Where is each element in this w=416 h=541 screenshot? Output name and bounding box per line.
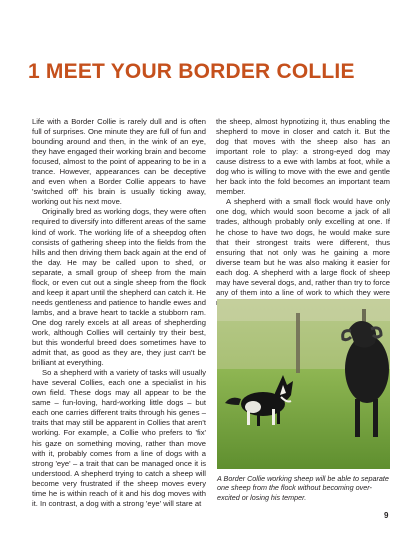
page-number: 9: [384, 511, 389, 520]
photo-illustration: [217, 299, 390, 469]
paragraph: Originally bred as working dogs, they were often required to diversify into different areas of the same kind of work. The working life of a sheepdog often consists of gathering sheep into the fields from the hills and then driving them back again at the end of the day. He may be called upon to shed, or separate, a small group of sheep from the main flock, or even cut out a single sheep from the flock and keep it apart until the shepherd can catch it. He needs gentleness and patience to handle ewes and lambs, and a brave heart to tackle a stubborn ram. One dog rarely excels at all areas of shepherding work, although Collies will certainly try their best, but this wonderful breed does sometimes have to admit that, as good as they are, they just can't be brilliant at everything.: [32, 207, 206, 368]
chapter-title: 1 MEET YOUR BORDER COLLIE: [28, 60, 355, 83]
paragraph: A shepherd with a small flock would have only one dog, which would soon become a jack of all trades, although probably only excelling at one. If he chose to have two dogs, he would make sure that their strongest traits were different, thus ensuring that not only was he gaining a more diverse team but he was also making it easier for each dog. A shepherd with a large flock of sheep may have several dogs, and, rather than try to force any of them into a line of work to which they were: [216, 197, 390, 297]
paragraph: the sheep, almost hypnotizing it, thus enabling the shepherd to move in closer and catch it. But the dog that moves with the sheep also has an important role to play: a strong-eyed dog may cause distress to a ewe with lambs at foot, while a dog who is willing to move with the ewe and gentle her back into the fold becomes an important team member.: [216, 117, 390, 197]
body-column-left: [32, 117, 206, 509]
border-collie-sheep-photo: [217, 299, 390, 469]
photo-caption: A Border Collie working sheep will be able to separate one sheep from the flock without becoming over-excited or losing his temper.: [217, 474, 389, 502]
body-column-right: [216, 117, 390, 308]
paragraph: So a shepherd with a variety of tasks will usually have several Collies, each one a specialist in his own field. These dogs may all appear to be the same – fun-loving, hard-working little dogs – but each one carries different traits through his genes – traits that may still be apparent in Collies that aren't working. For example, a Collie who prefers to 'fix' his gaze on something moving, rather than move with it, probably comes from a line of dogs with a strong 'eye' – a trait that can be managed once it is understood. A shepherd trying to catch a sheep will become very frustrated if the sheep moves every time he is within reach of it and his dog moves with it. In contrast, a dog with a strong 'eye' will stare at: [32, 368, 206, 508]
paragraph: Life with a Border Collie is rarely dull and is often full of surprises. One minute they are full of fun and bounding around and then, in the wink of an eye, they have engaged their working brain and become focused, almost to the point of appearing to be in a trance. However, appearances can be deceptive and even when a Border Collie appears to have 'switched off' his brain is usually ticking away, working out his next move.: [32, 117, 206, 207]
